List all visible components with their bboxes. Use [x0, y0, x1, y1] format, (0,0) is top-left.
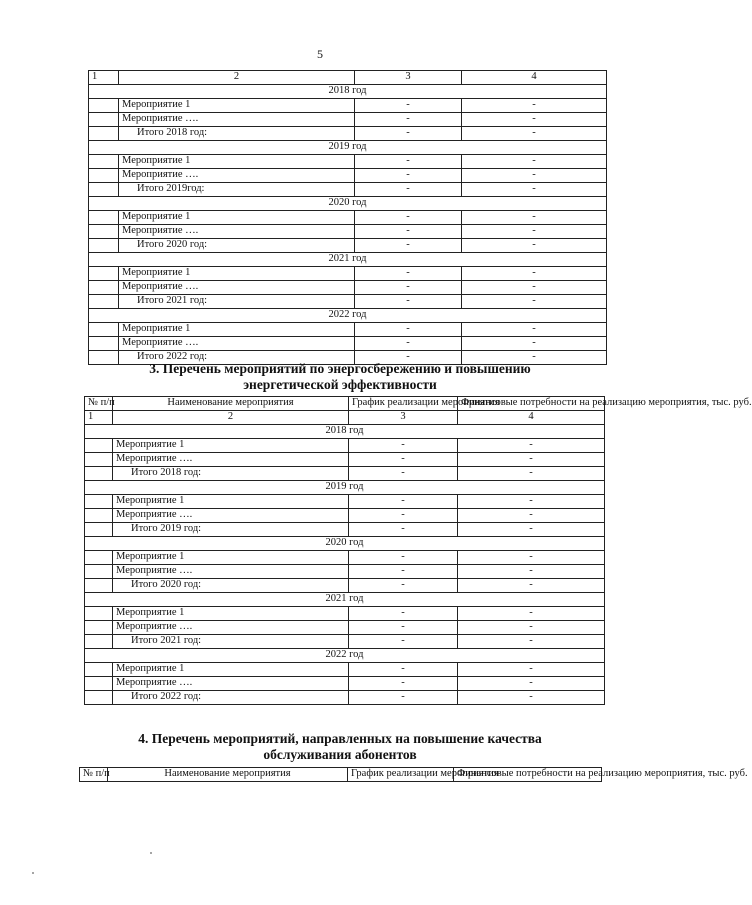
finance-value: -	[458, 565, 605, 579]
schedule-value: -	[349, 635, 458, 649]
total-row	[85, 635, 605, 649]
row-number-cell	[85, 467, 113, 481]
total-label: Итого 2022 год:	[113, 691, 349, 705]
col-number-4: 4	[462, 71, 607, 85]
finance-value: -	[458, 691, 605, 705]
year-heading: 2022 год	[89, 309, 607, 323]
finance-value: -	[458, 439, 605, 453]
event-row	[85, 621, 605, 635]
event-name: Мероприятие 1	[119, 155, 355, 169]
section-4-title-line2: обслуживания абонентов	[263, 747, 417, 762]
total-row	[85, 691, 605, 705]
event-name: Мероприятие 1	[119, 99, 355, 113]
year-row	[89, 253, 607, 267]
header-finance: Финансовые потребности на реализацию мероприятия, тыс. руб.	[458, 397, 605, 411]
schedule-value: -	[355, 99, 462, 113]
row-number-cell	[89, 281, 119, 295]
finance-value: -	[462, 351, 607, 365]
finance-value: -	[462, 239, 607, 253]
total-label: Итого 2018 год:	[113, 467, 349, 481]
schedule-value: -	[349, 621, 458, 635]
event-row	[85, 551, 605, 565]
schedule-value: -	[355, 295, 462, 309]
row-number-cell	[85, 495, 113, 509]
event-row	[85, 495, 605, 509]
event-row	[85, 439, 605, 453]
schedule-value: -	[349, 579, 458, 593]
event-row	[85, 565, 605, 579]
event-name: Мероприятие 1	[113, 663, 349, 677]
row-number-cell	[85, 439, 113, 453]
header-num: № п/п	[85, 397, 113, 411]
row-number-cell	[85, 635, 113, 649]
events-table-continued	[88, 70, 607, 365]
row-number-cell	[85, 677, 113, 691]
header-schedule: График реализации мероприятия	[349, 397, 458, 411]
finance-value: -	[458, 509, 605, 523]
schedule-value: -	[355, 351, 462, 365]
finance-value: -	[458, 495, 605, 509]
total-row	[85, 523, 605, 537]
event-name: Мероприятие 1	[113, 439, 349, 453]
row-number-cell	[89, 211, 119, 225]
finance-value: -	[462, 99, 607, 113]
year-heading: 2022 год	[85, 649, 605, 663]
total-label: Итого 2020 год:	[113, 579, 349, 593]
event-row	[85, 509, 605, 523]
schedule-value: -	[349, 677, 458, 691]
row-number-cell	[89, 337, 119, 351]
event-row	[85, 607, 605, 621]
service-quality-table	[79, 767, 748, 782]
schedule-value: -	[355, 211, 462, 225]
row-number-cell	[85, 691, 113, 705]
header-row	[80, 768, 602, 782]
finance-value: -	[462, 295, 607, 309]
event-name: Мероприятие ….	[113, 677, 349, 691]
row-number-cell	[89, 155, 119, 169]
finance-value: -	[462, 211, 607, 225]
schedule-value: -	[349, 663, 458, 677]
row-number-cell	[89, 323, 119, 337]
event-row	[89, 113, 607, 127]
finance-value: -	[462, 337, 607, 351]
row-number-cell	[89, 295, 119, 309]
event-row	[85, 663, 605, 677]
year-heading: 2019 год	[85, 481, 605, 495]
table-body	[80, 768, 748, 782]
event-name: Мероприятие ….	[113, 621, 349, 635]
scan-speck	[32, 872, 34, 874]
year-row	[85, 425, 605, 439]
schedule-value: -	[349, 467, 458, 481]
finance-value: -	[462, 169, 607, 183]
schedule-value: -	[355, 155, 462, 169]
total-label: Итого 2021 год:	[113, 635, 349, 649]
event-row	[89, 99, 607, 113]
schedule-value: -	[355, 323, 462, 337]
scan-speck	[150, 852, 152, 854]
event-name: Мероприятие 1	[113, 551, 349, 565]
total-label: Итого 2018 год:	[119, 127, 355, 141]
row-number-cell	[85, 551, 113, 565]
header-schedule: График реализации мероприятия	[348, 768, 454, 782]
schedule-value: -	[349, 565, 458, 579]
year-row	[89, 197, 607, 211]
finance-value: -	[458, 453, 605, 467]
year-row	[89, 85, 607, 99]
year-row	[85, 481, 605, 495]
schedule-value: -	[355, 267, 462, 281]
schedule-value: -	[349, 439, 458, 453]
year-heading: 2018 год	[85, 425, 605, 439]
row-number-cell	[89, 169, 119, 183]
section-4-title	[100, 731, 580, 763]
year-heading: 2020 год	[89, 197, 607, 211]
col-number-3: 3	[349, 411, 458, 425]
year-row	[85, 649, 605, 663]
row-number-cell	[85, 663, 113, 677]
header-num: № п/п	[80, 768, 108, 782]
schedule-value: -	[355, 337, 462, 351]
row-number-cell	[85, 607, 113, 621]
event-name: Мероприятие ….	[113, 565, 349, 579]
event-name: Мероприятие ….	[119, 225, 355, 239]
col-number-2: 2	[119, 71, 355, 85]
row-number-cell	[85, 565, 113, 579]
column-number-row	[85, 411, 605, 425]
schedule-value: -	[355, 113, 462, 127]
column-number-row	[89, 71, 607, 85]
finance-value: -	[458, 677, 605, 691]
finance-value: -	[458, 621, 605, 635]
event-row	[89, 155, 607, 169]
event-name: Мероприятие 1	[113, 495, 349, 509]
total-row	[89, 127, 607, 141]
event-row	[85, 453, 605, 467]
col-number-1: 1	[89, 71, 119, 85]
schedule-value: -	[349, 495, 458, 509]
page-number: 5	[317, 47, 323, 61]
schedule-value: -	[349, 551, 458, 565]
event-row	[89, 281, 607, 295]
finance-value: -	[458, 579, 605, 593]
energy-saving-table	[84, 396, 752, 705]
year-row	[85, 537, 605, 551]
total-label: Итого 2021 год:	[119, 295, 355, 309]
row-number-cell	[89, 225, 119, 239]
row-number-cell	[85, 509, 113, 523]
year-heading: 2019 год	[89, 141, 607, 155]
event-name: Мероприятие ….	[113, 453, 349, 467]
header-name: Наименование мероприятия	[108, 768, 348, 782]
row-number-cell	[85, 523, 113, 537]
total-label: Итого 2019 год:	[113, 523, 349, 537]
total-row	[89, 183, 607, 197]
year-row	[89, 141, 607, 155]
event-name: Мероприятие ….	[119, 281, 355, 295]
schedule-value: -	[349, 607, 458, 621]
row-number-cell	[85, 621, 113, 635]
event-name: Мероприятие 1	[119, 267, 355, 281]
row-number-cell	[89, 127, 119, 141]
schedule-value: -	[355, 239, 462, 253]
event-name: Мероприятие ….	[119, 337, 355, 351]
finance-value: -	[458, 607, 605, 621]
total-row	[85, 467, 605, 481]
year-heading: 2018 год	[89, 85, 607, 99]
event-name: Мероприятие ….	[119, 169, 355, 183]
finance-value: -	[462, 225, 607, 239]
schedule-value: -	[355, 281, 462, 295]
row-number-cell	[89, 99, 119, 113]
schedule-value: -	[349, 691, 458, 705]
finance-value: -	[462, 183, 607, 197]
total-label: Итого 2019год:	[119, 183, 355, 197]
section-3-title-line1: 3. Перечень мероприятий по энергосбережению и повышению	[149, 361, 531, 376]
table-body	[85, 397, 752, 705]
year-heading: 2021 год	[85, 593, 605, 607]
col-number-2: 2	[113, 411, 349, 425]
schedule-value: -	[355, 183, 462, 197]
event-row	[89, 169, 607, 183]
event-row	[89, 337, 607, 351]
section-3-title	[100, 361, 580, 393]
section-4-title-line1: 4. Перечень мероприятий, направленных на повышение качества	[138, 731, 542, 746]
finance-value: -	[462, 113, 607, 127]
event-row	[89, 211, 607, 225]
header-row	[85, 397, 605, 411]
row-number-cell	[89, 113, 119, 127]
year-heading: 2021 год	[89, 253, 607, 267]
finance-value: -	[458, 551, 605, 565]
row-number-cell	[85, 579, 113, 593]
year-row	[85, 593, 605, 607]
finance-value: -	[458, 663, 605, 677]
row-number-cell	[89, 183, 119, 197]
event-row	[89, 323, 607, 337]
row-number-cell	[89, 239, 119, 253]
finance-value: -	[462, 155, 607, 169]
event-name: Мероприятие 1	[113, 607, 349, 621]
col-number-1: 1	[85, 411, 113, 425]
schedule-value: -	[349, 509, 458, 523]
event-name: Мероприятие ….	[113, 509, 349, 523]
event-name: Мероприятие 1	[119, 211, 355, 225]
event-row	[89, 225, 607, 239]
year-heading: 2020 год	[85, 537, 605, 551]
total-row	[89, 295, 607, 309]
finance-value: -	[458, 635, 605, 649]
finance-value: -	[462, 323, 607, 337]
schedule-value: -	[355, 127, 462, 141]
table-body	[89, 71, 607, 365]
total-row	[89, 239, 607, 253]
schedule-value: -	[349, 453, 458, 467]
col-number-3: 3	[355, 71, 462, 85]
section-3-title-line2: энергетической эффективности	[243, 377, 437, 392]
schedule-value: -	[349, 523, 458, 537]
schedule-value: -	[355, 169, 462, 183]
event-name: Мероприятие ….	[119, 113, 355, 127]
header-name: Наименование мероприятия	[113, 397, 349, 411]
header-finance: Финансовые потребности на реализацию мероприятия, тыс. руб.	[454, 768, 602, 782]
total-row	[85, 579, 605, 593]
event-row	[85, 677, 605, 691]
event-row	[89, 267, 607, 281]
total-label: Итого 2022 год:	[119, 351, 355, 365]
finance-value: -	[458, 467, 605, 481]
total-label: Итого 2020 год:	[119, 239, 355, 253]
col-number-4: 4	[458, 411, 605, 425]
schedule-value: -	[355, 225, 462, 239]
row-number-cell	[89, 267, 119, 281]
row-number-cell	[85, 453, 113, 467]
year-row	[89, 309, 607, 323]
finance-value: -	[458, 523, 605, 537]
finance-value: -	[462, 281, 607, 295]
finance-value: -	[462, 267, 607, 281]
finance-value: -	[462, 127, 607, 141]
event-name: Мероприятие 1	[119, 323, 355, 337]
